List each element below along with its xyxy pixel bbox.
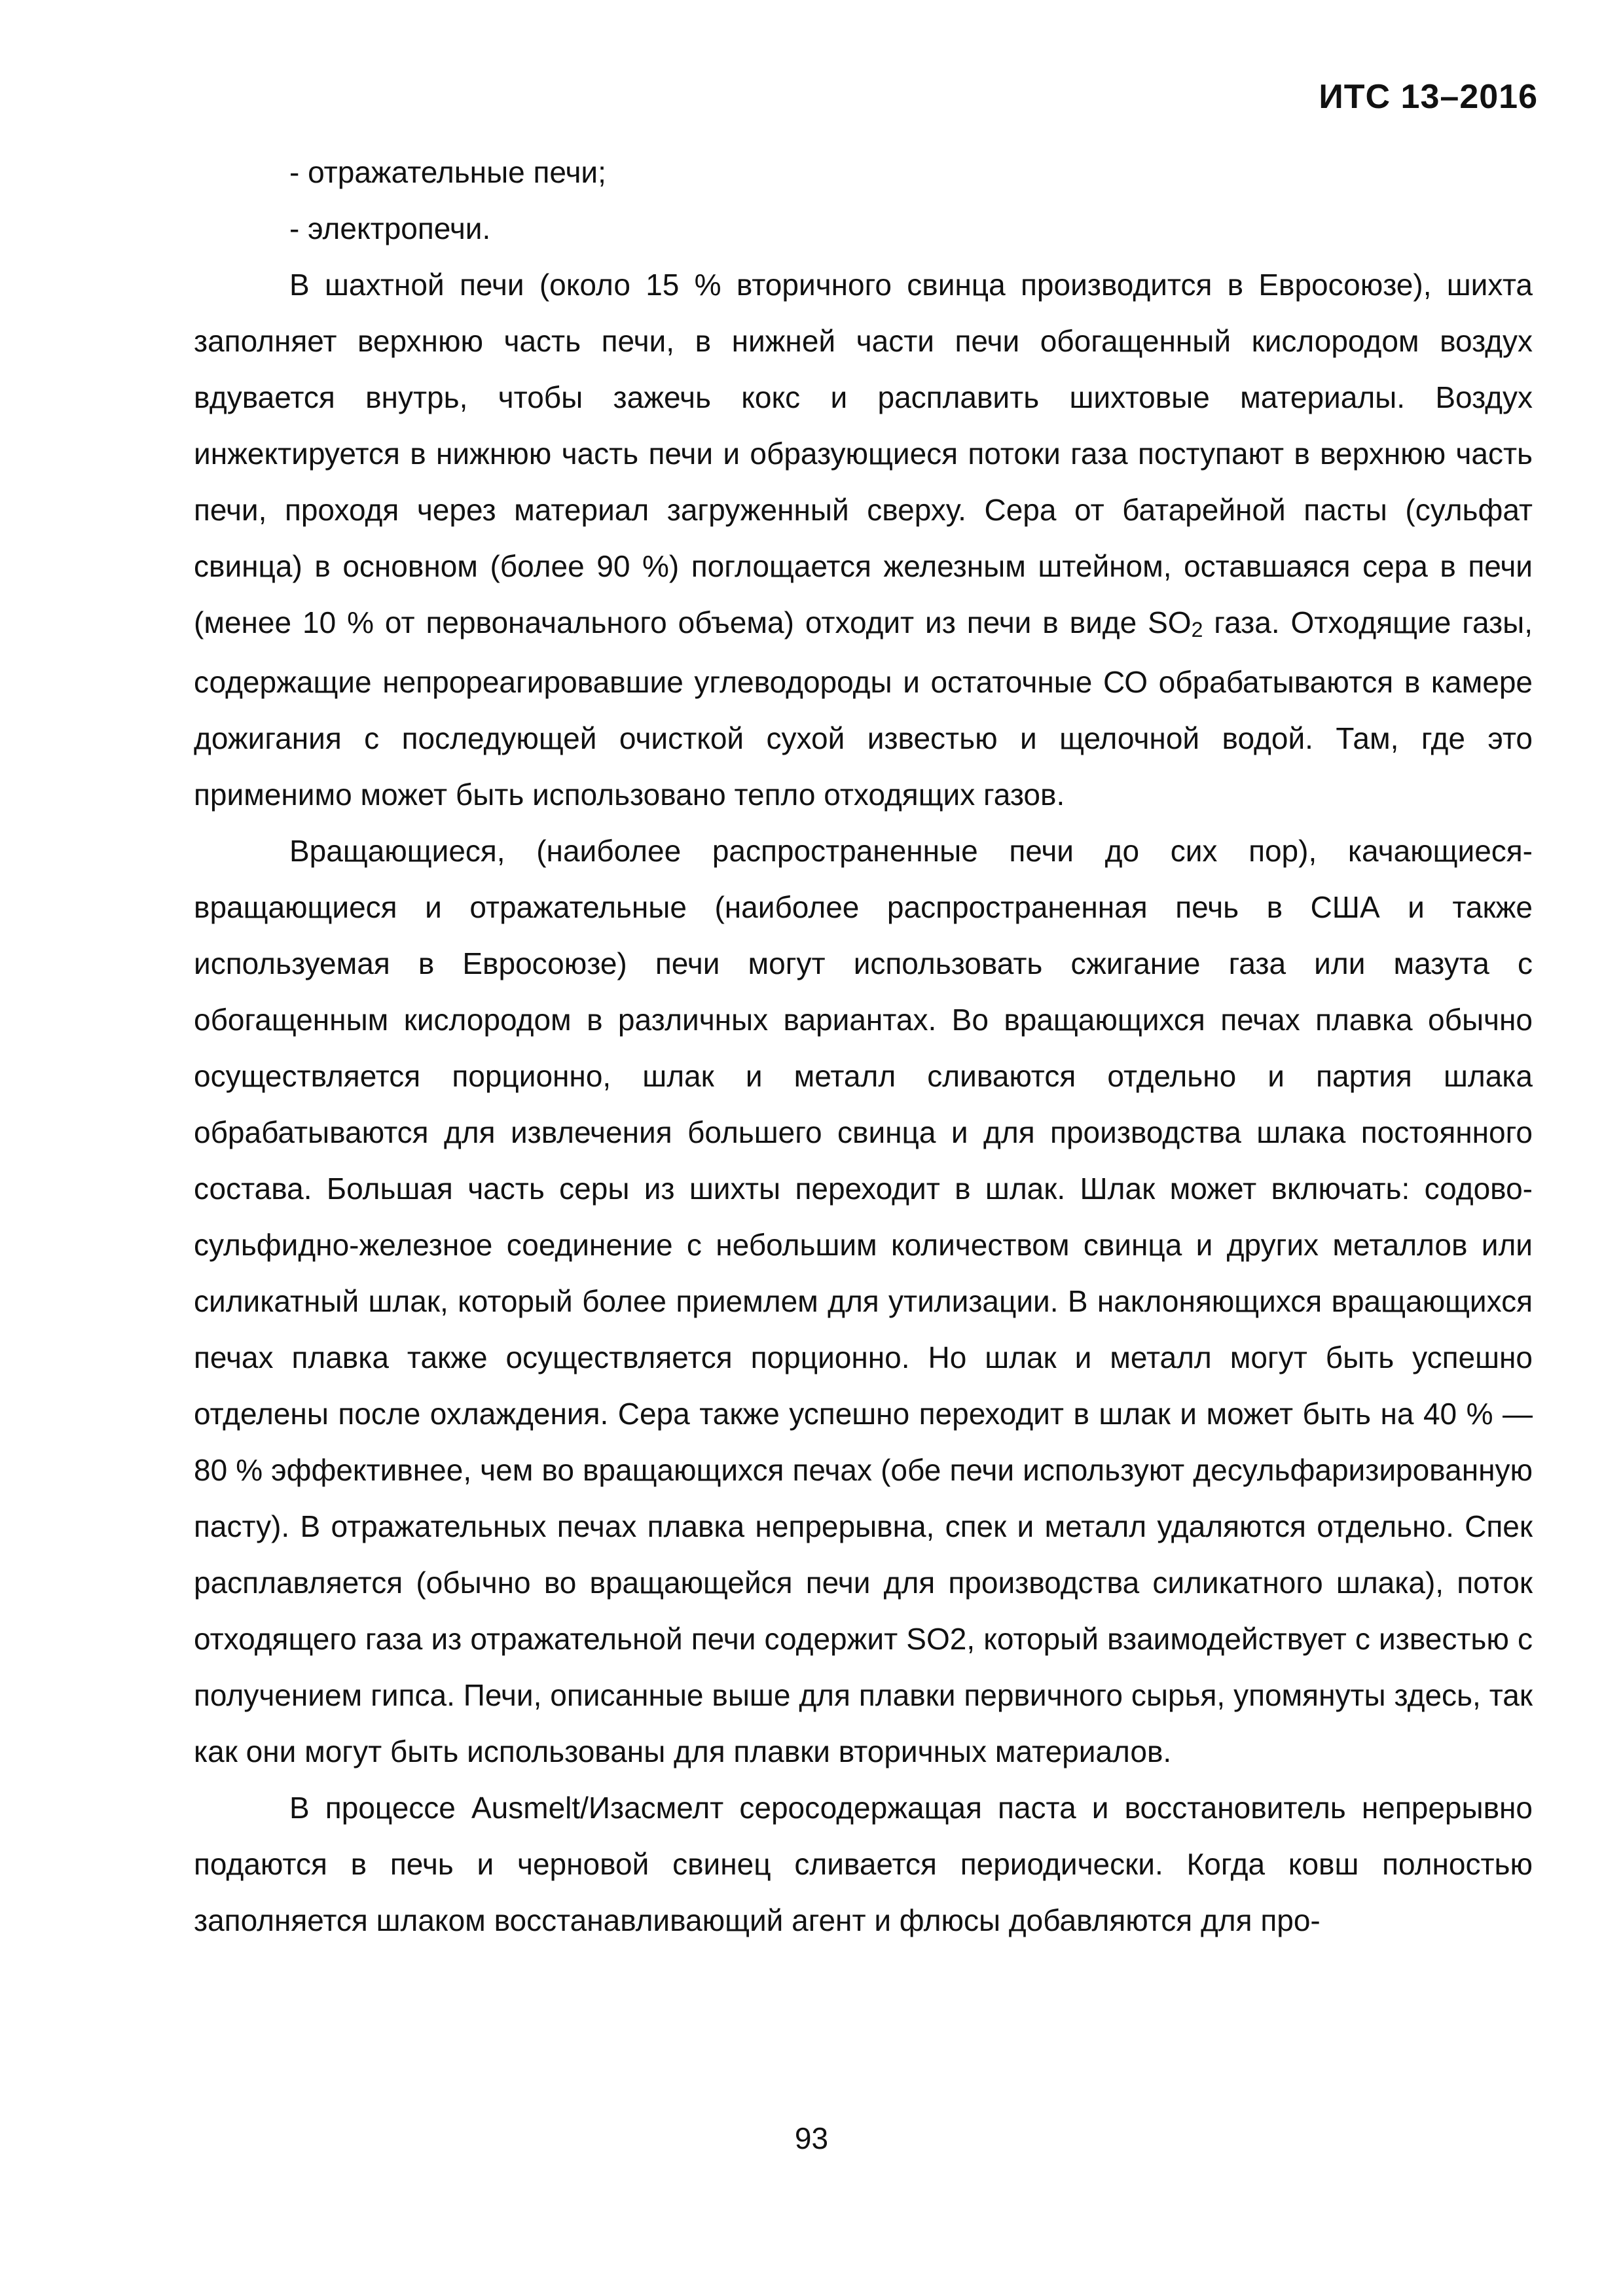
so2-subscript: 2: [1191, 618, 1203, 641]
paragraph-rotary-furnaces: Вращающиеся, (наиболее распространенные печи до сих пор), качающиеся-вращающиеся и отражательные (наиболее распространенная печь в США и также используемая в Евросоюзе) печи могут использовать сжигание газа или мазута с обогащенным кислородом в различных вариантах. Во вращающихся печах плавка обычно осуществляется порционно, шлак и металл сливаются отдельно и партия шлака обрабатываются для извлечения большего свинца и для производства шлака постоянного состава. Большая часть серы из шихты переходит в шлак. Шлак может включать: содово-сульфидно-железное соединение с небольшим количеством свинца и других металлов или силикатный шлак, который более приемлем для утилизации. В наклоняющихся вращающихся печах плавка также осуществляется порционно. Но шлак и металл могут быть успешно отделены после охлаждения. Сера также успешно переходит в шлак и может быть на 40 % — 80 % эффективнее, чем во вращающихся печах (обе печи используют десульфаризированную пасту). В отражательных печах плавка непрерывна, спек и металл удаляются отдельно. Спек расплавляется (обычно во вращающейся печи для производства силикатного шлака), поток отходящего газа из отражательной печи содержит SO2, который взаимодействует с известью с получением гипса. Печи, описанные выше для плавки первичного сырья, упомянуты здесь, так как они могут быть использованы для плавки вторичных материалов.: [194, 834, 1533, 1768]
page-number: 93: [794, 2121, 829, 2155]
paragraph-ausmelt-process: В процессе Ausmelt/Изасмелт серосодержащая паста и восстановитель непрерывно подаются в печь и черновой свинец сливается периодически. Когда ковш полностью заполняется шлаком восстанавливающий агент и флюсы добавляются для про-: [194, 1791, 1533, 1937]
paragraph-shaft-furnace-text-b: газа. Отходящие газы, содержащие непрореагировавшие углеводороды и остаточные СО обрабатываются в камере дожигания с последующей очисткой сухой известью и щелочной водой. Там, где это применимо может быть использовано тепло отходящих газов.: [194, 605, 1533, 812]
document-code: ИТС 13–2016: [1319, 78, 1538, 116]
paragraph-shaft-furnace: [194, 257, 1533, 823]
page-body: [194, 144, 1533, 1948]
paragraph-shaft-furnace-text-a: В шахтной печи (около 15 % вторичного свинца производится в Евросоюзе), шихта заполняет верхнюю часть печи, в нижней части печи обогащенный кислородом воздух вдувается внутрь, чтобы зажечь кокс и расплавить шихтовые материалы. Воздух инжектируется в нижнюю часть печи и образующиеся потоки газа поступают в верхнюю часть печи, проходя через материал загруженный сверху. Сера от батарейной пасты (сульфат свинца) в основном (более 90 %) поглощается железным штейном, оставшаяся сера в печи (менее 10 % от первоначального объема) отходит из печи в виде SO: [194, 268, 1533, 639]
list-item-reverberatory-furnaces: - отражательные печи;: [289, 155, 606, 189]
list-item-electric-furnaces: - электропечи.: [289, 211, 491, 245]
